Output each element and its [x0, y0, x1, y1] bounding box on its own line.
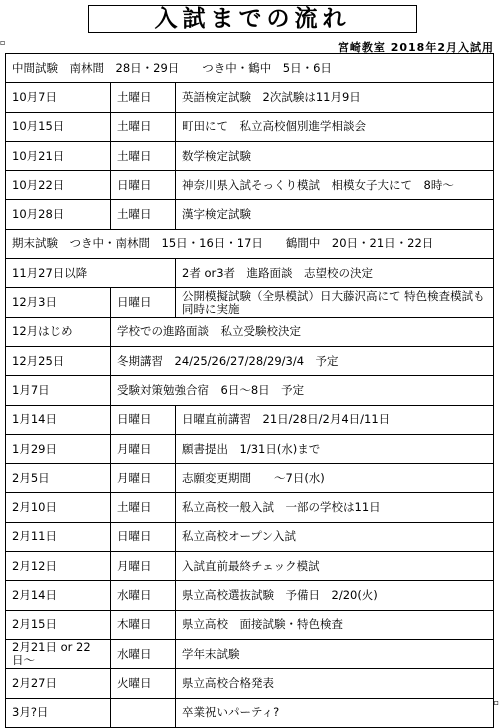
date-cell: 2月12日: [6, 552, 111, 581]
exam-period-cell: 期末試験 つき中・南林間 15日・16日・17日 鶴間中 20日・21日・22日: [6, 229, 494, 258]
event-cell: 冬期講習 24/25/26/27/28/29/3/4 予定: [111, 346, 494, 375]
date-cell: 12月3日: [6, 288, 111, 317]
date-cell: 2月14日: [6, 581, 111, 610]
table-row: [6, 698, 494, 727]
date-cell: 10月22日: [6, 171, 111, 200]
date-cell: 2月10日: [6, 493, 111, 522]
event-cell: 県立高校 面接試験・特色検査: [176, 610, 494, 639]
event-cell: 卒業祝いパーティ?: [176, 698, 494, 727]
table-row: [6, 639, 494, 668]
event-cell: 漢字検定試験: [176, 200, 494, 229]
weekday-cell: 土曜日: [111, 112, 176, 141]
date-cell: 11月27日以降: [6, 259, 176, 288]
weekday-cell: 火曜日: [111, 669, 176, 698]
date-cell: 10月7日: [6, 83, 111, 112]
weekday-cell: 水曜日: [111, 639, 176, 668]
table-row: [6, 141, 494, 170]
date-cell: 1月14日: [6, 405, 111, 434]
event-cell: 公開模擬試験（全県模試）日大藤沢高にて 特色検査模試も同時に実施: [176, 288, 494, 317]
weekday-cell: 土曜日: [111, 200, 176, 229]
date-cell: 12月はじめ: [6, 317, 111, 346]
table-row: [6, 317, 494, 346]
event-cell: 受験対策勉強合宿 6日〜8日 予定: [111, 376, 494, 405]
weekday-cell: 水曜日: [111, 581, 176, 610]
event-cell: 入試直前最終チェック模試: [176, 552, 494, 581]
event-cell: 志願変更期間 〜7日(水): [176, 464, 494, 493]
weekday-cell: 日曜日: [111, 405, 176, 434]
table-row: [6, 54, 494, 83]
table-row: [6, 229, 494, 258]
table-row: [6, 552, 494, 581]
weekday-cell: 土曜日: [111, 141, 176, 170]
event-cell: 日曜直前講習 21日/28日/2月4日/11日: [176, 405, 494, 434]
table-row: [6, 259, 494, 288]
page-title: 入試までの流れ: [88, 5, 417, 33]
exam-period-cell: 中間試験 南林間 28日・29日 つき中・鶴中 5日・6日: [6, 54, 494, 83]
table-row: [6, 200, 494, 229]
date-cell: 2月21日 or 22日〜: [6, 639, 111, 668]
date-cell: 2月5日: [6, 464, 111, 493]
event-cell: 数学検定試験: [176, 141, 494, 170]
event-cell: 願書提出 1/31日(水)まで: [176, 434, 494, 463]
table-row: [6, 464, 494, 493]
weekday-cell: 日曜日: [111, 288, 176, 317]
event-cell: 町田にて 私立高校個別進学相談会: [176, 112, 494, 141]
date-cell: 2月27日: [6, 669, 111, 698]
table-row: [6, 346, 494, 375]
weekday-cell: [111, 698, 176, 727]
date-cell: 10月28日: [6, 200, 111, 229]
weekday-cell: 月曜日: [111, 464, 176, 493]
weekday-cell: 月曜日: [111, 434, 176, 463]
event-cell: 2者 or3者 進路面談 志望校の決定: [176, 259, 494, 288]
event-cell: 県立高校合格発表: [176, 669, 494, 698]
weekday-cell: 日曜日: [111, 522, 176, 551]
schedule-table: [5, 53, 494, 728]
table-row: [6, 83, 494, 112]
date-cell: 12月25日: [6, 346, 111, 375]
table-row: [6, 581, 494, 610]
date-cell: 10月21日: [6, 141, 111, 170]
corner-mark-bottom: ▫: [493, 698, 499, 707]
date-cell: 1月7日: [6, 376, 111, 405]
event-cell: 英語検定試験 2次試験は11月9日: [176, 83, 494, 112]
event-cell: 県立高校選抜試験 予備日 2/20(火): [176, 581, 494, 610]
table-row: [6, 434, 494, 463]
corner-mark: ▫: [0, 38, 6, 47]
weekday-cell: 月曜日: [111, 552, 176, 581]
event-cell: 私立高校一般入試 一部の学校は11日: [176, 493, 494, 522]
table-row: [6, 171, 494, 200]
table-row: [6, 610, 494, 639]
weekday-cell: 日曜日: [111, 171, 176, 200]
page-subtitle: 宮崎教室 2018年2月入試用: [337, 41, 494, 54]
table-row: [6, 112, 494, 141]
table-row: [6, 376, 494, 405]
date-cell: 10月15日: [6, 112, 111, 141]
weekday-cell: 木曜日: [111, 610, 176, 639]
table-row: [6, 288, 494, 317]
weekday-cell: 土曜日: [111, 83, 176, 112]
event-cell: 学校での進路面談 私立受験校決定: [111, 317, 494, 346]
date-cell: 3月?日: [6, 698, 111, 727]
table-row: [6, 405, 494, 434]
event-cell: 私立高校オープン入試: [176, 522, 494, 551]
weekday-cell: 土曜日: [111, 493, 176, 522]
event-cell: 神奈川県入試そっくり模試 相模女子大にて 8時〜: [176, 171, 494, 200]
table-row: [6, 669, 494, 698]
event-cell: 学年末試験: [176, 639, 494, 668]
table-row: [6, 493, 494, 522]
table-row: [6, 522, 494, 551]
date-cell: 1月29日: [6, 434, 111, 463]
date-cell: 2月15日: [6, 610, 111, 639]
date-cell: 2月11日: [6, 522, 111, 551]
schedule-body: [6, 54, 494, 728]
